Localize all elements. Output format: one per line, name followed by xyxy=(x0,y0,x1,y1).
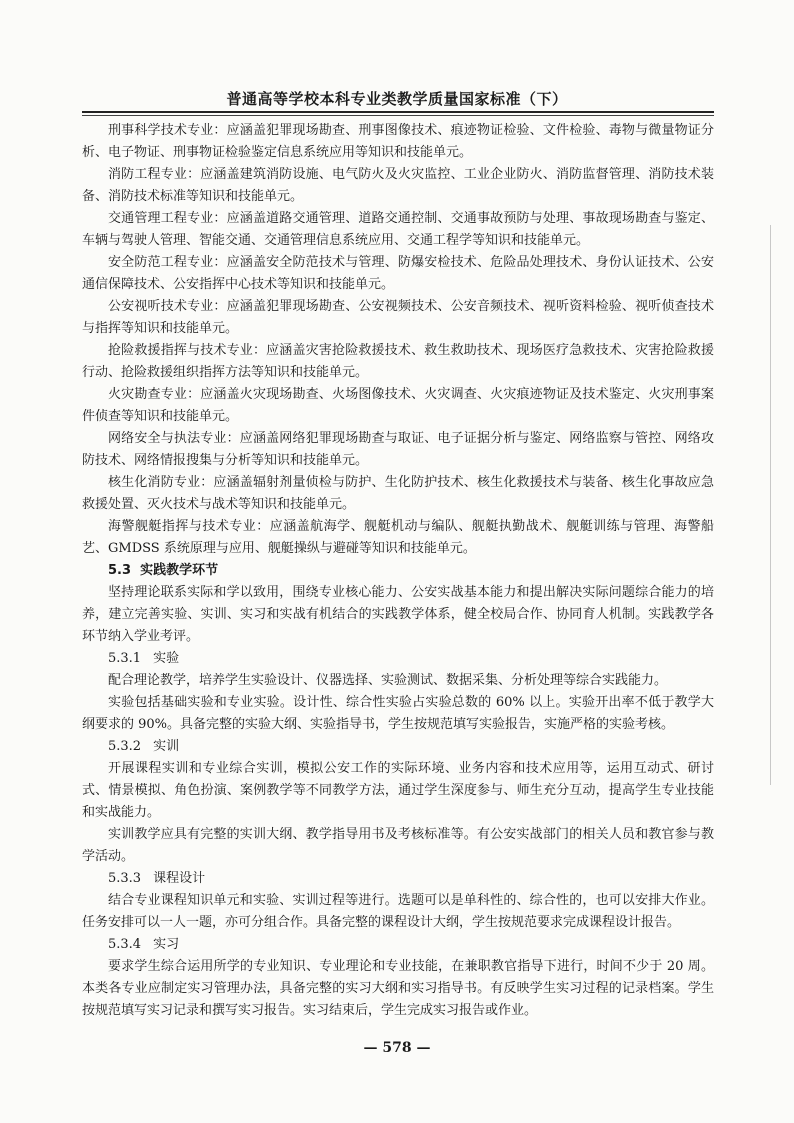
paragraph: 火灾勘查专业：应涵盖火灾现场勘查、火场图像技术、火灾调查、火灾痕迹物证及技术鉴定、火灾刑事案件侦查等知识和技能单元。 xyxy=(82,387,714,424)
subsection-number: 5.3.2 xyxy=(108,739,142,754)
subsection-heading xyxy=(82,934,714,956)
header-rule-thin xyxy=(82,115,714,116)
section-title: 实践教学环节 xyxy=(140,563,219,578)
paragraph: 结合专业课程知识单元和实验、实训过程等进行。选题可以是单科性的、综合性的，也可以安排大作业。任务安排可以一人一题，亦可分组合作。具备完整的课程设计大纲，学生按规范要求完成课程设计报告。 xyxy=(82,893,714,930)
subsection-heading xyxy=(82,648,714,670)
paragraph: 海警舰艇指挥与技术专业：应涵盖航海学、舰艇机动与编队、舰艇执勤战术、舰艇训练与管理、海警船艺、GMDSS 系统原理与应用、舰艇操纵与避碰等知识和技能单元。 xyxy=(82,519,714,556)
subsection-heading xyxy=(82,868,714,890)
subsection-number: 5.3.1 xyxy=(108,651,142,666)
paragraph: 实训教学应具有完整的实训大纲、教学指导用书及考核标准等。有公安实战部门的相关人员和教官参与教学活动。 xyxy=(82,827,714,864)
subsection-heading xyxy=(82,736,714,758)
subsection-number: 5.3.3 xyxy=(108,871,142,886)
scan-margin-line xyxy=(770,225,771,785)
paragraph: 公安视听技术专业：应涵盖犯罪现场勘查、公安视频技术、公安音频技术、视听资料检验、视听侦查技术与指挥等知识和技能单元。 xyxy=(82,299,714,336)
subsection-title: 实习 xyxy=(153,937,180,952)
paragraph: 实验包括基础实验和专业实验。设计性、综合性实验占实验总数的 60% 以上。实验开出率不低于教学大纲要求的 90%。具备完整的实验大纲、实验指导书，学生按规范填写实验报告，实施严格的实验考核。 xyxy=(82,695,714,732)
paragraph: 要求学生综合运用所学的专业知识、专业理论和专业技能，在兼职教官指导下进行，时间不少于 20 周。本类各专业应制定实习管理办法，具备完整的实习大纲和实习指导书。有反映学生实习过程的记录档案。学生按规范填写实习记录和撰写实习报告。实习结束后，学生完成实习报告或作业。 xyxy=(82,959,714,1018)
paragraph: 刑事科学技术专业：应涵盖犯罪现场勘查、刑事图像技术、痕迹物证检验、文件检验、毒物与微量物证分析、电子物证、刑事物证检验鉴定信息系统应用等知识和技能单元。 xyxy=(82,123,714,160)
subsection-title: 实训 xyxy=(153,739,180,754)
header-rule xyxy=(82,111,714,113)
paragraph: 消防工程专业：应涵盖建筑消防设施、电气防火及火灾监控、工业企业防火、消防监督管理、消防技术装备、消防技术标准等知识和技能单元。 xyxy=(82,167,714,204)
section-number: 5.3 xyxy=(108,563,132,578)
page-body xyxy=(82,120,714,1022)
paragraph: 核生化消防专业：应涵盖辐射剂量侦检与防护、生化防护技术、核生化救援技术与装备、核生化事故应急救援处置、灭火技术与战术等知识和技能单元。 xyxy=(82,475,714,512)
paragraph: 开展课程实训和专业综合实训，模拟公安工作的实际环境、业务内容和技术应用等，运用互动式、研讨式、情景模拟、角色扮演、案例教学等不同教学方法，通过学生深度参与、师生充分互动，提高学生专业技能和实战能力。 xyxy=(82,761,714,820)
paragraph: 配合理论教学，培养学生实验设计、仪器选择、实验测试、数据采集、分析处理等综合实践能力。 xyxy=(108,673,668,688)
subsection-title: 课程设计 xyxy=(153,871,206,886)
paragraph: 坚持理论联系实际和学以致用，围绕专业核心能力、公安实战基本能力和提出解决实际问题综合能力的培养，建立完善实验、实训、实习和实战有机结合的实践教学体系，健全校局合作、协同育人机制。实践教学各环节纳入学业考评。 xyxy=(82,585,714,644)
subsection-title: 实验 xyxy=(153,651,180,666)
page-number: — 578 — xyxy=(363,1040,431,1056)
paragraph: 网络安全与执法专业：应涵盖网络犯罪现场勘查与取证、电子证据分析与鉴定、网络监察与管控、网络攻防技术、网络情报搜集与分析等知识和技能单元。 xyxy=(82,431,714,468)
paragraph: 交通管理工程专业：应涵盖道路交通管理、道路交通控制、交通事故预防与处理、事故现场勘查与鉴定、车辆与驾驶人管理、智能交通、交通管理信息系统应用、交通工程学等知识和技能单元。 xyxy=(82,211,714,248)
paragraph: 安全防范工程专业：应涵盖安全防范技术与管理、防爆安检技术、危险品处理技术、身份认证技术、公安通信保障技术、公安指挥中心技术等知识和技能单元。 xyxy=(82,255,714,292)
subsection-number: 5.3.4 xyxy=(108,937,142,952)
running-header: 普通高等学校本科专业类教学质量国家标准（下） xyxy=(226,90,568,108)
paragraph: 抢险救援指挥与技术专业：应涵盖灾害抢险救援技术、救生救助技术、现场医疗急救技术、灾害抢险救援行动、抢险救援组织指挥方法等知识和技能单元。 xyxy=(82,343,714,380)
section-heading xyxy=(82,560,714,582)
